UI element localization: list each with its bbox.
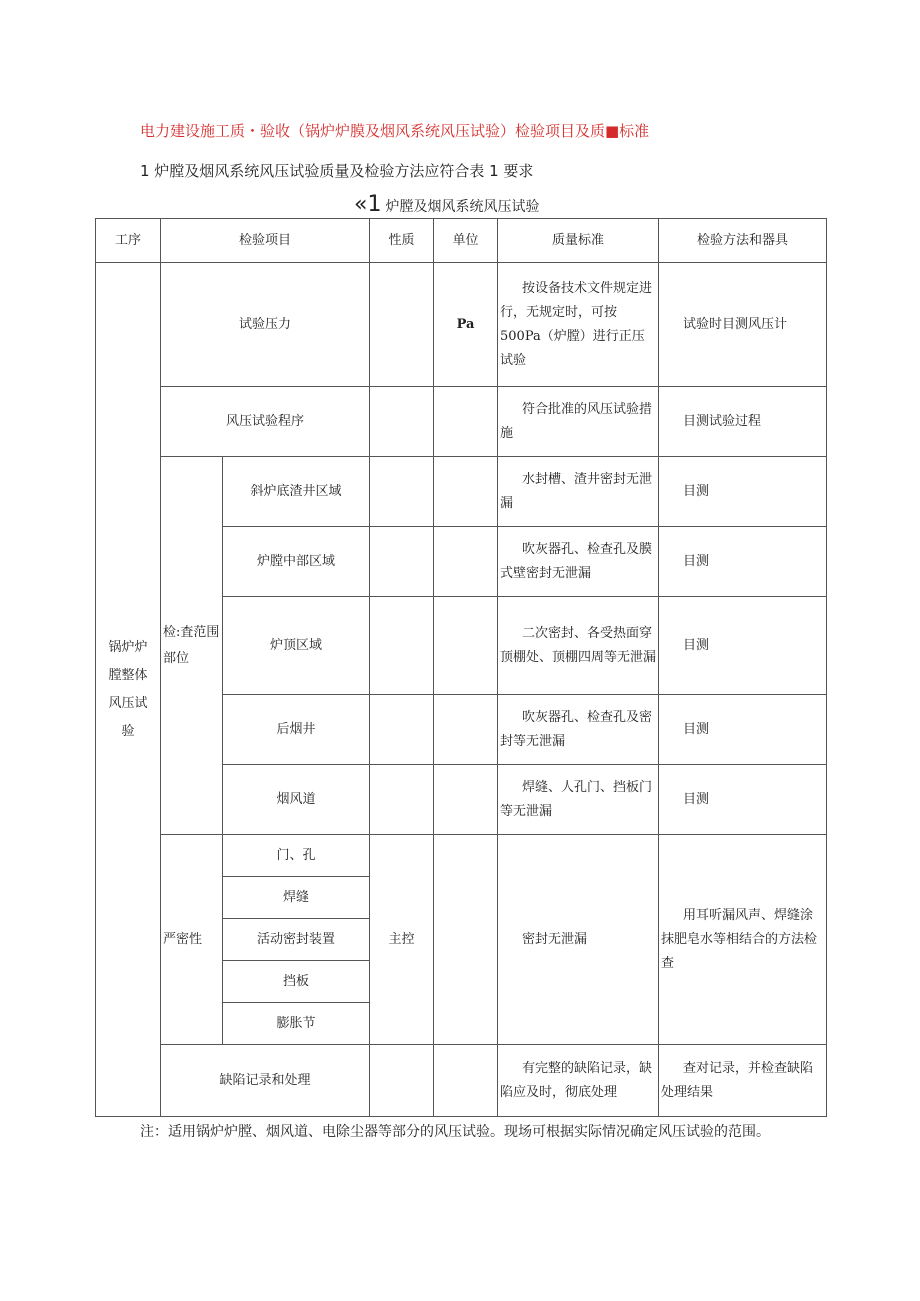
header-item: 检验项目	[161, 219, 370, 263]
nature-cell	[370, 387, 434, 457]
table-row	[96, 457, 827, 527]
method-cell: 目测试验过程	[659, 387, 827, 457]
method-cell: 查对记录，并检查缺陷处理结果	[659, 1045, 827, 1117]
unit-cell	[434, 835, 498, 1045]
table-caption	[354, 192, 674, 217]
method-cell: 目测	[659, 597, 827, 695]
document-title: 电力建设施工质・验收（锅炉炉膜及烟风系统风压试验）检验项目及质■标准	[140, 122, 650, 140]
header-standard: 质量标准	[498, 219, 659, 263]
item-cell: 炉膛中部区域	[223, 527, 370, 597]
item-cell: 焊缝	[223, 877, 370, 919]
nature-cell	[370, 695, 434, 765]
standard-cell: 吹灰器孔、检查孔及膜式壁密封无泄漏	[498, 527, 659, 597]
intro-sentence: 1 炉膛及烟风系统风压试验质量及检验方法应符合表 1 要求	[140, 162, 534, 180]
standard-cell: 吹灰器孔、检查孔及密封等无泄漏	[498, 695, 659, 765]
item-cell: 后烟井	[223, 695, 370, 765]
item-cell: 斜炉底渣井区域	[223, 457, 370, 527]
nature-cell	[370, 765, 434, 835]
item-cell: 门、孔	[223, 835, 370, 877]
standard-cell: 焊缝、人孔门、挡板门等无泄漏	[498, 765, 659, 835]
standard-cell: 二次密封、各受热面穿顶棚处、顶棚四周等无泄漏	[498, 597, 659, 695]
header-nature: 性质	[370, 219, 434, 263]
method-cell: 试验时目测风压计	[659, 263, 827, 387]
nature-cell	[370, 527, 434, 597]
table-row	[96, 387, 827, 457]
standard-cell: 水封槽、渣井密封无泄漏	[498, 457, 659, 527]
tightness-label-cell: 严密性	[161, 835, 223, 1045]
unit-cell	[434, 527, 498, 597]
table-row	[96, 1045, 827, 1117]
process-cell	[96, 263, 161, 1117]
method-cell: 目测	[659, 765, 827, 835]
item-cell: 活动密封装置	[223, 919, 370, 961]
standard-cell: 符合批准的风压试验措施	[498, 387, 659, 457]
scope-label-cell	[161, 457, 223, 835]
standard-cell: 按设备技术文件规定进行，无规定时，可按 500Pa（炉膛）进行正压试验	[498, 263, 659, 387]
unit-cell	[434, 387, 498, 457]
nature-cell	[370, 1045, 434, 1117]
unit-cell	[434, 695, 498, 765]
scope-label: 检:査范围部位	[163, 624, 220, 666]
nature-cell: 主控	[370, 835, 434, 1045]
item-cell: 炉顶区域	[223, 597, 370, 695]
unit-cell	[434, 597, 498, 695]
item-cell: 试验压力	[161, 263, 370, 387]
inspection-table	[95, 218, 827, 1117]
item-cell: 膨胀节	[223, 1003, 370, 1045]
method-cell: 目测	[659, 695, 827, 765]
header-unit: 单位	[434, 219, 498, 263]
header-method: 检验方法和器具	[659, 219, 827, 263]
nature-cell	[370, 457, 434, 527]
method-cell: 目测	[659, 527, 827, 597]
method-cell: 目测	[659, 457, 827, 527]
nature-cell	[370, 263, 434, 387]
item-cell: 挡板	[223, 961, 370, 1003]
header-process: 工序	[96, 219, 161, 263]
table-row	[96, 835, 827, 877]
table-row	[96, 263, 827, 387]
table-note: 注：适用锅炉炉膛、烟风道、电除尘器等部分的风压试验。现场可根据实际情况确定风压试验的范围。	[140, 1124, 770, 1140]
table-caption-text: 炉膛及烟风系统风压试验	[385, 199, 540, 215]
unit-cell	[434, 765, 498, 835]
method-cell: 用耳听漏风声、焊缝涂抹肥皂水等相结合的方法检查	[659, 835, 827, 1045]
unit-cell	[434, 1045, 498, 1117]
standard-cell: 有完整的缺陷记录，缺陷应及时，彻底处理	[498, 1045, 659, 1117]
item-cell: 风压试验程序	[161, 387, 370, 457]
unit-cell	[434, 457, 498, 527]
table-header-row	[96, 219, 827, 263]
unit-cell: Pa	[434, 263, 498, 387]
nature-cell	[370, 597, 434, 695]
standard-cell: 密封无泄漏	[498, 835, 659, 1045]
item-cell: 缺陷记录和处理	[161, 1045, 370, 1117]
item-cell: 烟风道	[223, 765, 370, 835]
process-name: 锅炉炉膛整体风压试验	[108, 639, 148, 739]
table-number: «1	[354, 192, 382, 217]
